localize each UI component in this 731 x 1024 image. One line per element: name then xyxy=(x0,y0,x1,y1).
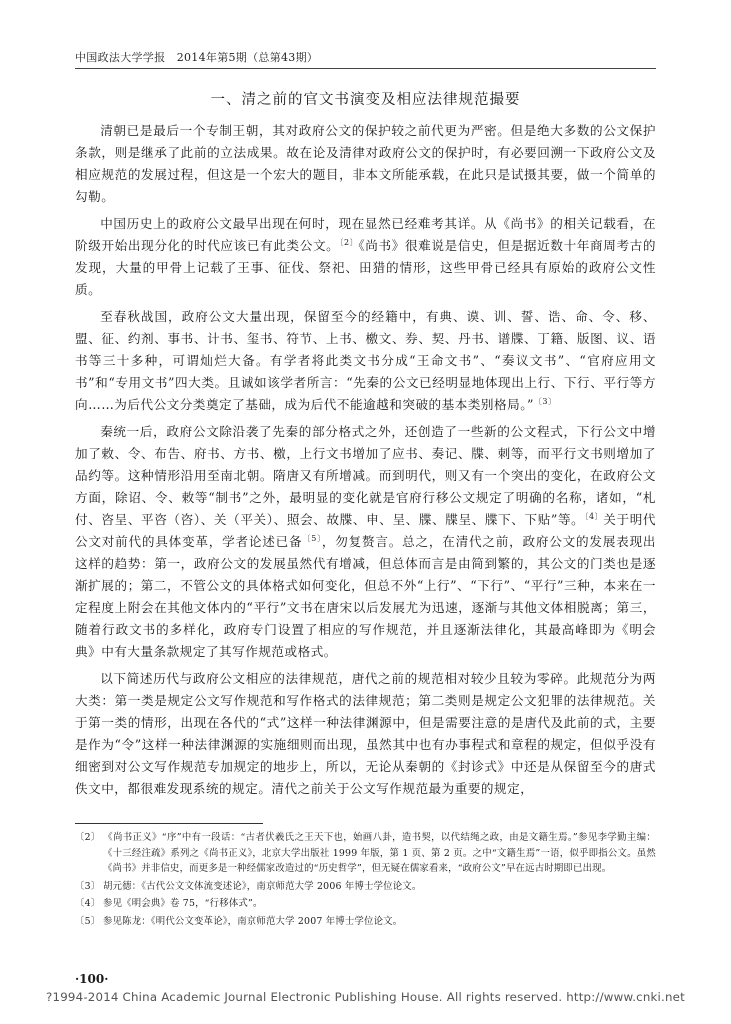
paragraph: 清朝已是最后一个专制王朝，其对政府公文的保护较之前代更为严密。但是绝大多数的公文保护条款，则是继承了此前的立法成果。故在论及清律对政府公文的保护时，有必要回溯一下政府公文及相应规范的发展过程，但这是一个宏大的题目，非本文所能承载，在此只是试摄其要，做一个简单的勾勒。 xyxy=(75,123,656,204)
paragraph xyxy=(75,421,656,663)
citation-marker: 〔4〕 xyxy=(584,511,604,521)
footnotes xyxy=(75,830,656,931)
paragraph-text: 关于明代公文对前代的具体变革，学者论述已备 xyxy=(75,512,656,549)
footnote-mark: 〔4〕 xyxy=(75,898,101,909)
citation-marker: 〔2〕 xyxy=(339,237,359,247)
citation-marker: 〔5〕 xyxy=(302,533,322,543)
header-rule xyxy=(75,68,656,69)
paragraph: 以下简述历代与政府公文相应的法律规范，唐代之前的规范相对较少且较为零碎。此规范分为两大类：第一类是规定公文写作规范和写作格式的法律规范；第二类则是规定公文犯罪的法律规范。关于第一类的情形，出现在各代的“式”这样一种法律渊源中，但是需要注意的是唐代及此前的式，主要是作为“令”这样一种法律渊源的实施细则而出现，虽然其中也有办事程式和章程的规定，但似乎没有细密到对公文写作规范专加规定的地步上，所以，无论从秦朝的《封诊式》中还是从保留至今的唐式佚文中，都很难发现系统的规定。清代之前关于公文写作规范最为重要的规定， xyxy=(75,671,656,796)
paragraph xyxy=(75,213,656,301)
footnote xyxy=(75,896,656,912)
running-head: 中国政法大学学报 2014年第5期（总第43期） xyxy=(75,51,319,64)
footnote-text: 胡元德：《古代公文文体流变述论》，南京师范大学 2006 年博士学位论文。 xyxy=(103,880,422,892)
footnote-mark: 〔5〕 xyxy=(75,915,101,927)
body-text xyxy=(75,120,656,805)
footnote-rule xyxy=(75,823,263,824)
paragraph xyxy=(75,306,656,416)
copyright-notice: ?1994-2014 China Academic Journal Electronic Publishing House. All rights reserved. http://www.cnki.net xyxy=(46,990,685,1004)
footnote-text: 参见《明会典》卷 75，“行移体式”。 xyxy=(103,898,263,909)
footnote-mark: 〔3〕 xyxy=(75,880,101,892)
paragraph-text: 中国历史上的政府公文最早出现在何时，现在显然已经难考其详。从《尚书》的相关记载看，在阶级开始出现分化的时代应该已有此类公文。 xyxy=(75,216,656,253)
footnote xyxy=(75,879,656,895)
paragraph-text: ，勿复赘言。总之，在清代之前，政府公文的发展表现出这样的趋势：第一，政府公文的发展虽然代有增减，但总体而言是由简到繁的，其公文的门类也是逐渐扩展的；第二，不管公文的具体格式如何变化，但总不外“上行”、“下行”、“平行”三种，本来在一定程度上附会在其他文体内的“平行”文书在唐宋以后发展尤为迅速，逐渐与其他文体相脱离；第三，随着行政文书的多样化，政府专门设置了相应的写作规范，并且逐渐法律化，其最高峰即为《明会典》中有大量条款规定了其写作规范或格式。 xyxy=(75,534,657,659)
page-number: ·100· xyxy=(75,972,109,986)
footnote-text: 参见陈龙：《明代公文变革论》，南京师范大学 2007 年博士学位论文。 xyxy=(103,915,403,927)
paragraph-text: 至春秋战国，政府公文大量出现，保留至今的经籍中，有典、谟、训、誓、诰、命、令、移、盟、征、约剂、事书、计书、玺书、符节、上书、檄文、券、契、丹书、谱牒、丁籍、版图、议、语书等三十多种，可谓灿烂大备。有学者将此类文书分成“王命文书”、“奏议文书”、“官府应用文书”和“专用文书”四大类。且诚如该学者所言：“先秦的公文已经明显地体现出上行、下行、平行等方向……为后代公文分类奠定了基础，成为后代不能逾越和突破的基本类别格局。” xyxy=(75,309,656,412)
footnote xyxy=(75,830,656,877)
citation-marker: 〔3〕 xyxy=(533,396,557,406)
footnote xyxy=(75,914,656,930)
section-title: 一、清之前的官文书演变及相应法律规范撮要 xyxy=(210,92,521,108)
footnote-mark: 〔2〕 xyxy=(75,832,101,843)
paragraph-text: 《尚书》很难说是信史，但是据近数十年商周考古的发现，大量的甲骨上记载了王事、征伐、祭祀、田猎的情形，这些甲骨已经具有原始的政府公文性质。 xyxy=(75,238,657,297)
footnote-text: 《尚书正义》“序”中有一段话：“古者伏羲氏之王天下也，始画八卦，造书契，以代结绳之政，由是文籍生焉。”参见李学勤主编：《十三经注疏》系列之《尚书正义》，北京大学出版社 1999 年版，第 1 页、第 2 页。之中“文籍生焉”一语，似乎即指公文。虽然《尚书》并非信史，而更多是一种经儒家改造过的“历史哲学”，但无疑在儒家看来，“政府公文”早在远古时期即已出现。 xyxy=(103,832,656,874)
paragraph-text: 秦统一后，政府公文除沿袭了先秦的部分格式之外，还创造了一些新的公文程式，下行公文中增加了敕、令、布告、府书、方书、檄，上行文书增加了应书、奏记、牒、刺等，而平行文书则增加了品约等。这种情形沿用至南北朝。隋唐又有所增减。而到明代，则又有一个突出的变化，在政府公文方面，除诏、令、敕等“制书”之外，最明显的变化就是官府行移公文规定了明确的名称，诸如，“札付、咨呈、平咨（咨）、关（平关）、照会、故牒、申、呈、牒、牒呈、牒下、下贴”等。 xyxy=(75,424,656,527)
